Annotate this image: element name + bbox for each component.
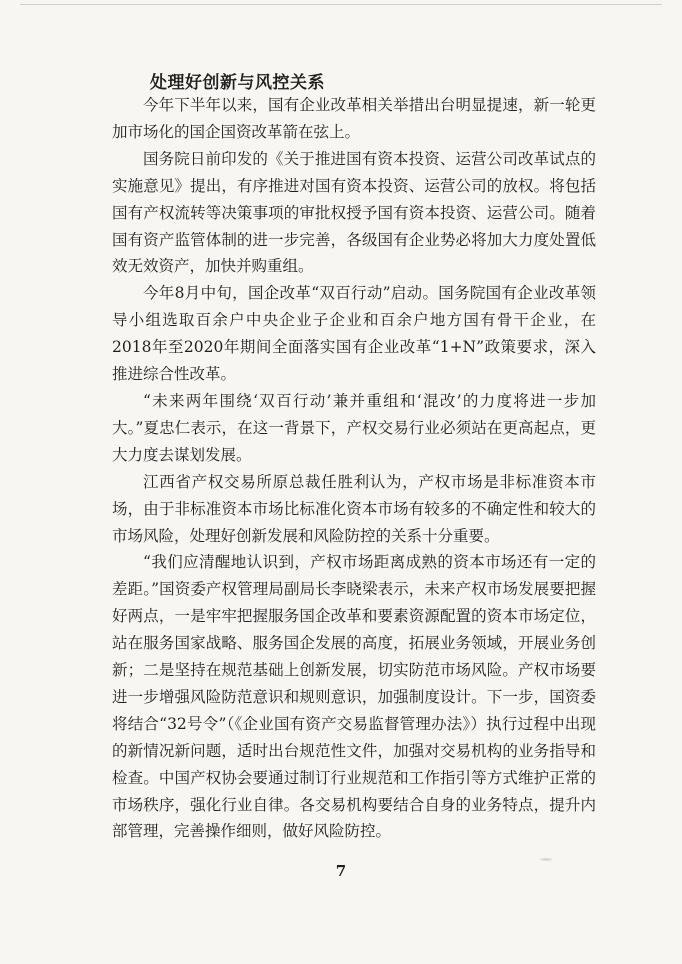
- article-body: [112, 92, 596, 845]
- page-number: 7: [335, 862, 347, 880]
- paragraph: 今年下半年以来，国有企业改革相关举措出台明显提速，新一轮更加市场化的国企国资改革箭在弦上。: [112, 96, 596, 141]
- section-heading: 处理好创新与风控关系: [150, 73, 325, 93]
- paragraph: 国务院日前印发的《关于推进国有资本投资、运营公司改革试点的实施意见》提出，有序推进对国有资本投资、运营公司的放权。将包括国有产权流转等决策事项的审批权授予国有资本投资、运营公司。随着国有资产监管体制的进一步完善，各级国有企业势必将加大力度处置低效无效资产，加快并购重组。: [112, 149, 596, 276]
- scan-speck: [540, 858, 552, 861]
- paragraph: “我们应清醒地认识到，产权市场距离成熟的资本市场还有一定的差距。”国资委产权管理局副局长李晓梁表示，未来产权市场发展要把握好两点，一是牢牢把握服务国企改革和要素资源配置的资本市场定位，站在服务国家战略、服务国企发展的高度，拓展业务领域，开展业务创新；二是坚持在规范基础上创新发展，切实防范市场风险。产权市场要进一步增强风险防范意识和规则意识，加强制度设计。下一步，国资委将结合“32号令”（《企业国有资产交易监督管理办法》）执行过程中出现的新情况新问题，适时出台规范性文件，加强对交易机构的业务指导和检查。中国产权协会要通过制订行业规范和工作指引等方式维护正常的市场秩序，强化行业自律。各交易机构要结合自身的业务特点，提升内部管理，完善操作细则，做好风险防控。: [112, 553, 596, 841]
- paragraph: 江西省产权交易所原总裁任胜利认为，产权市场是非标准资本市场，由于非标准资本市场比标准化资本市场有较多的不确定性和较大的市场风险，处理好创新发展和风险防控的关系十分重要。: [112, 472, 596, 545]
- paragraph: “未来两年围绕‘双百行动’兼并重组和‘混改’的力度将进一步加大。”夏忠仁表示，在这一背景下，产权交易行业必须站在更高起点，更大力度去谋划发展。: [112, 391, 596, 464]
- paragraph: 今年8月中旬，国企改革“双百行动”启动。国务院国有企业改革领导小组选取百余户中央企业子企业和百余户地方国有骨干企业，在2018年至2020年期间全面落实国有企业改革“1+N”政策要求，深入推进综合性改革。: [112, 284, 596, 384]
- top-rule: [20, 4, 662, 5]
